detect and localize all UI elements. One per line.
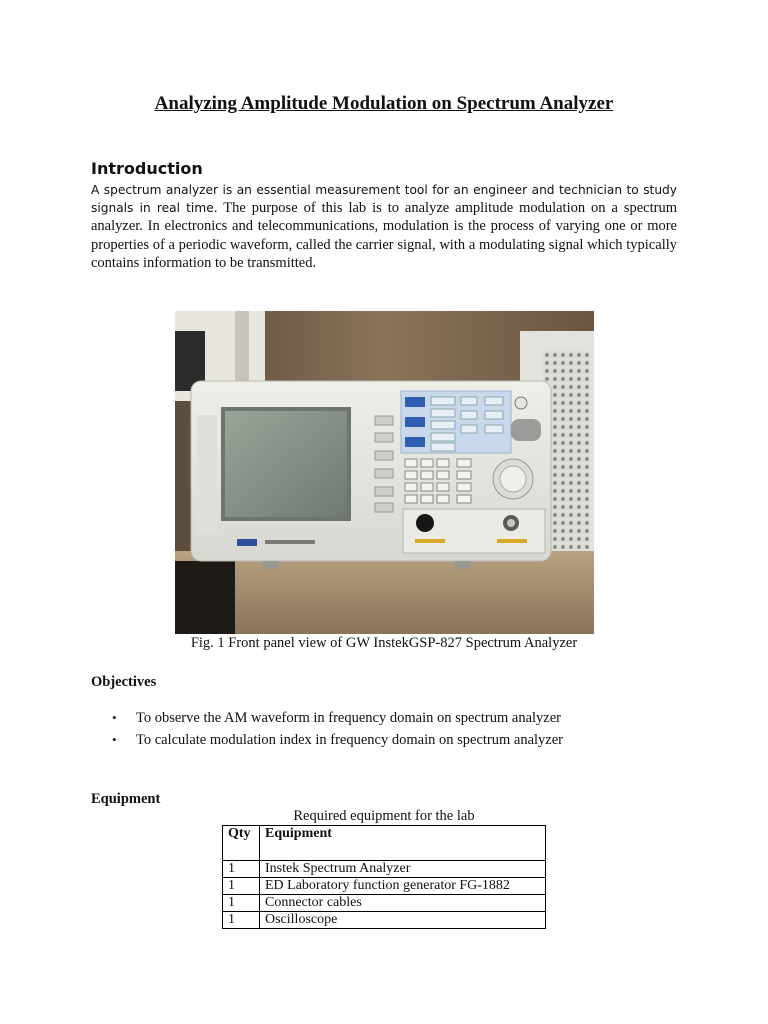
- table-row: [223, 895, 546, 912]
- figure-caption: Fig. 1 Front panel view of GW InstekGSP-827 Spectrum Analyzer: [190, 635, 578, 651]
- column-header-qty: Qty: [223, 826, 260, 861]
- introduction-heading: Introduction: [91, 159, 203, 178]
- objective-text: To observe the AM waveform in frequency domain on spectrum analyzer: [136, 710, 561, 726]
- table-header-row: [223, 826, 546, 861]
- table-row: [223, 861, 546, 878]
- table-row: [223, 878, 546, 895]
- table-cell-equipment: Instek Spectrum Analyzer: [260, 861, 546, 878]
- objectives-list: [112, 708, 563, 752]
- introduction-paragraph: [91, 181, 677, 272]
- introduction-body-text: The purpose of this lab is to analyze amplitude modulation on a spectrum analyzer. In electronics and telecommunications, modulation is the process of varying one or more properties of a periodic waveform, called the carrier signal, with a modulating signal which typically contains information to be transmitted.: [91, 200, 678, 271]
- list-item: [112, 708, 563, 730]
- table-cell-equipment: ED Laboratory function generator FG-1882: [260, 878, 546, 895]
- table-cell-qty: 1: [223, 878, 260, 895]
- spectrum-analyzer-photo: [175, 311, 594, 634]
- introduction-lead-text: A spectrum analyzer is an essential measurement tool for an engineer and technician to study signals in real time.: [91, 183, 677, 216]
- table-row: [223, 912, 546, 929]
- equipment-table: [222, 825, 546, 929]
- table-cell-qty: 1: [223, 861, 260, 878]
- document-title: Analyzing Amplitude Modulation on Spectrum Analyzer: [154, 93, 614, 114]
- objectives-heading: Objectives: [91, 674, 157, 690]
- bullet-icon: •: [112, 710, 117, 725]
- table-cell-equipment: Oscilloscope: [260, 912, 546, 929]
- table-cell-qty: 1: [223, 912, 260, 929]
- table-caption: Required equipment for the lab: [293, 808, 475, 824]
- column-header-equipment: Equipment: [260, 826, 546, 861]
- table-cell-equipment: Connector cables: [260, 895, 546, 912]
- table-cell-qty: 1: [223, 895, 260, 912]
- objective-text: To calculate modulation index in frequency domain on spectrum analyzer: [136, 732, 563, 748]
- equipment-heading: Equipment: [91, 791, 161, 807]
- bullet-icon: •: [112, 732, 117, 747]
- list-item: [112, 730, 563, 752]
